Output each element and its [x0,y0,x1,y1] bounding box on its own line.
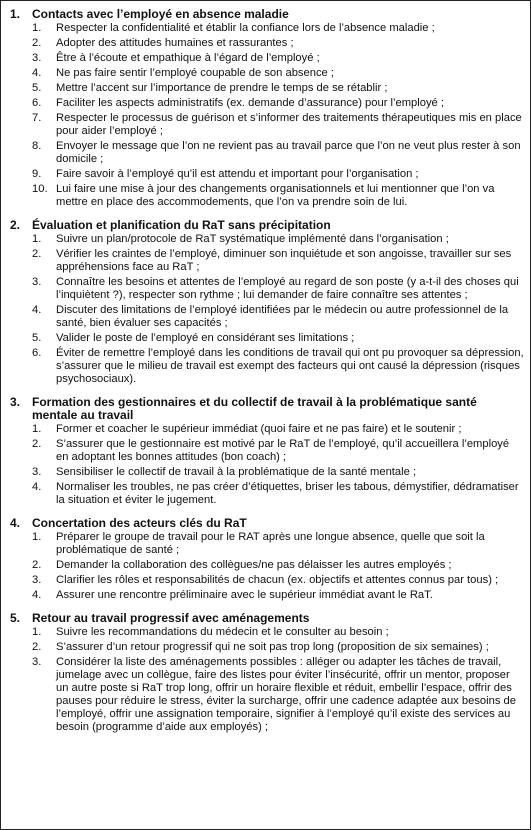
list-item [1,97,530,110]
list-item-text: Discuter des limitations de l’employé identifiées par le médecin ou autre professionnel de la santé, bien évaluer ses capacités ; [56,304,509,329]
list-item [1,589,530,602]
list-item [1,466,530,479]
section-title: Retour au travail progressif avec aménagements [32,611,310,625]
list-item-number: 2. [32,438,42,450]
section-number: 3. [10,395,21,409]
list-item [1,67,530,80]
list-item [1,423,530,436]
list-item [1,82,530,95]
list-item-number: 3. [32,276,42,288]
list-item-number: 4. [32,304,42,316]
list-item-text: Clarifier les rôles et responsabilités de chacun (ex. objectifs et attentes connus par tous) ; [56,574,499,586]
list-item-text: Lui faire une mise à jour des changements organisationnels et lui mentionner que l’on va mettre en place des accommodements, que l’on va prendre soin de lui. [56,183,495,208]
list-item-number: 1. [32,626,42,638]
section-number: 5. [10,611,21,625]
list-item [1,183,530,209]
list-item-text: Normaliser les troubles, ne pas créer d’étiquettes, briser les tabous, démystifier, dédramatiser la situation et éviter le jugement. [56,481,519,506]
list-item-number: 4. [32,67,42,79]
list-item-number: 2. [32,559,42,571]
list-item-text: Sensibiliser le collectif de travail à la problématique de la santé mentale ; [56,466,417,478]
list-item-number: 1. [32,423,42,435]
list-item-number: 7. [32,112,42,124]
list-item [1,168,530,181]
section-number: 4. [10,516,21,530]
list-item [1,626,530,639]
section-number: 1. [10,7,21,21]
document-body [1,8,530,744]
list-item-text: Préparer le groupe de travail pour le RAT après une longue absence, quelle que soit la problématique de santé ; [56,531,485,556]
list-item-text: Mettre l’accent sur l’importance de prendre le temps de se rétablir ; [56,82,388,94]
list-item-text: Demander la collaboration des collègues/ne pas délaisser les autres employés ; [56,559,452,571]
list-item-text: Suivre les recommandations du médecin et le consulter au besoin ; [56,626,389,638]
list-item [1,481,530,507]
list-item-number: 10. [32,183,48,195]
list-item-number: 3. [32,574,42,586]
list-item-number: 1. [32,22,42,34]
list-item-text: S’assurer que le gestionnaire est motivé par le RaT de l’employé, qu’il accueillera l’employé en adoptant les bonnes attitudes (bon coach) ; [56,438,510,463]
list-item [1,37,530,50]
list-item-text: Considérer la liste des aménagements possibles : alléger ou adapter les tâches de travail, jumelage avec un collègue, faire des listes pour éviter l’insécurité, offrir un mentor, proposer un autre poste si RaT trop long, offrir un horaire flexible et réduit, embellir l’espace, offrir des pauses pour réduire le stress, éviter la surcharge, offrir une cadence adaptée aux besoins de l’employé, offrir une assignation temporaire, signifier à l’employé qu’il existe des services au besoin (programme d’aide aux employés) ; [56,656,516,733]
section-3 [1,396,530,507]
list-item [1,531,530,557]
list-item-number: 4. [32,589,42,601]
list-item [1,656,530,734]
list-item-text: Respecter le processus de guérison et s’informer des traitements thérapeutiques mis en place pour aider l’employé ; [56,112,522,137]
list-item [1,248,530,274]
list-item-number: 5. [32,332,42,344]
list-item-number: 5. [32,82,42,94]
list-item-text: Respecter la confidentialité et établir la confiance lors de l’absence maladie ; [56,22,435,34]
list-item [1,140,530,166]
list-item [1,641,530,654]
list-item-text: Suivre un plan/protocole de RaT systématique implémenté dans l’organisation ; [56,233,449,245]
list-item-text: Ne pas faire sentir l’employé coupable de son absence ; [56,67,334,79]
list-item [1,22,530,35]
section-2 [1,219,530,386]
list-item-text: Vérifier les craintes de l’employé, diminuer son inquiétude et son angoisse, travailler sur ses appréhensions face au RaT ; [56,248,512,273]
list-item [1,559,530,572]
list-item-number: 6. [32,347,42,359]
section-1 [1,8,530,209]
list-item-number: 2. [32,37,42,49]
list-item [1,112,530,138]
section-4 [1,517,530,602]
section-title: Évaluation et planification du RaT sans précipitation [32,218,331,232]
section-heading [1,219,530,232]
list-item [1,304,530,330]
list-item-text: Assurer une rencontre préliminaire avec le supérieur immédiat avant le RaT. [56,589,433,601]
section-heading [1,8,530,21]
list-item-number: 2. [32,641,42,653]
list-item [1,347,530,386]
list-item [1,574,530,587]
list-item-text: Valider le poste de l’employé en considérant ses limitations ; [56,332,355,344]
list-item-number: 6. [32,97,42,109]
list-item-text: Être à l’écoute et empathique à l’égard de l’employé ; [56,52,320,64]
list-item-text: Former et coacher le supérieur immédiat (quoi faire et ne pas faire) et le soutenir ; [56,423,462,435]
list-item [1,332,530,345]
section-title: Formation des gestionnaires et du collectif de travail à la problématique santé mentale au travail [32,395,477,422]
section-5 [1,612,530,734]
list-item-number: 4. [32,481,42,493]
list-item [1,276,530,302]
section-heading [1,612,530,625]
list-item-number: 1. [32,233,42,245]
list-item-text: Éviter de remettre l’employé dans les conditions de travail qui ont pu provoquer sa dépression, s’assurer que le milieu de travail est exempt des facteurs qui ont causé la dépression (risques psychosociaux). [56,347,524,385]
list-item [1,438,530,464]
list-item-number: 9. [32,168,42,180]
section-heading [1,517,530,530]
section-title: Concertation des acteurs clés du RaT [32,516,247,530]
section-title: Contacts avec l’employé en absence maladie [32,7,289,21]
list-item-number: 3. [32,52,42,64]
list-item-text: Faciliter les aspects administratifs (ex. demande d’assurance) pour l’employé ; [56,97,445,109]
section-heading [1,396,530,422]
list-item-number: 1. [32,531,42,543]
list-item-number: 8. [32,140,42,152]
list-item-text: Envoyer le message que l’on ne revient pas au travail parce que l’on ne veut plus rester à son domicile ; [56,140,521,165]
list-item [1,52,530,65]
list-item-text: S’assurer d’un retour progressif qui ne soit pas trop long (proposition de six semaines) ; [56,641,489,653]
list-item-text: Adopter des attitudes humaines et rassurantes ; [56,37,294,49]
list-item-number: 3. [32,656,42,668]
section-number: 2. [10,218,21,232]
list-item-number: 3. [32,466,42,478]
list-item-number: 2. [32,248,42,260]
list-item-text: Connaître les besoins et attentes de l’employé au regard de son poste (y a-t-il des choses qui l’inquiètent ?), respecter son rythme ; lui demander de faire connaître ses attentes ; [56,276,519,301]
list-item [1,233,530,246]
list-item-text: Faire savoir à l’employé qu’il est attendu et important pour l’organisation ; [56,168,419,180]
